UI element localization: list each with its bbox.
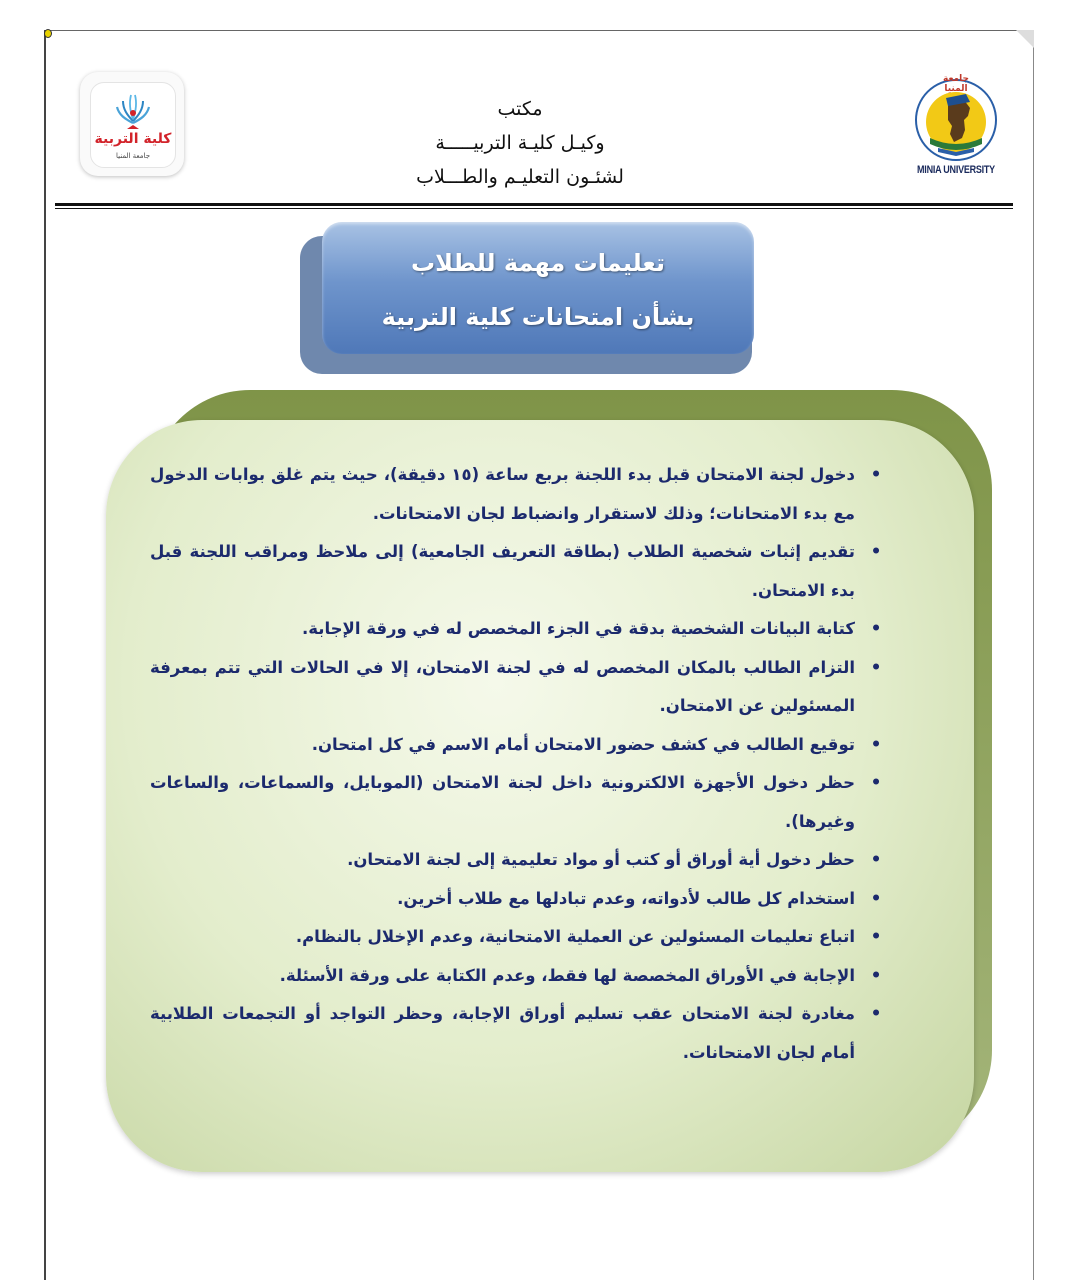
list-item: • استخدام كل طالب لأدواته، وعدم تبادلها مع طلاب أخرين. (150, 880, 885, 919)
header-rule-thin (55, 208, 1013, 209)
instructions-list (150, 456, 885, 1072)
list-item: • توقيع الطالب في كشف حضور الامتحان أمام الاسم في كل امتحان. (150, 726, 885, 765)
bullet-icon: • (870, 927, 882, 947)
office-heading (330, 92, 710, 194)
page-corner-fold (1016, 30, 1034, 48)
tree-book-icon (113, 91, 153, 131)
list-item: • حظر دخول أية أوراق أو كتب أو مواد تعليمية إلى لجنة الامتحان. (150, 841, 885, 880)
title-box (322, 222, 754, 354)
bullet-icon: • (870, 1004, 882, 1024)
pin-icon (44, 27, 53, 39)
list-item: • دخول لجنة الامتحان قبل بدء اللجنة بربع ساعة (١٥ دقيقة)، حيث يتم غلق بوابات الدخول مع بدء الامتحانات؛ وذلك لاستقرار وانضباط لجان الامتحانات. (150, 456, 885, 533)
list-item: • اتباع تعليمات المسئولين عن العملية الامتحانية، وعدم الإخلال بالنظام. (150, 918, 885, 957)
office-line-2: وكيـل كليـة التربيـــــة (435, 132, 605, 154)
list-item: • مغادرة لجنة الامتحان عقب تسليم أوراق الإجابة، وحظر التواجد أو التجمعات الطلابية أمام لجان الامتحانات. (150, 995, 885, 1072)
university-name: MINIA UNIVERSITY (917, 164, 995, 176)
list-item: • حظر دخول الأجهزة الالكترونية داخل لجنة الامتحان (الموبايل، والسماعات، والساعات وغيرها). (150, 764, 885, 841)
office-line-1: مكتب (497, 98, 543, 120)
bullet-icon: • (870, 619, 882, 639)
bullet-icon: • (870, 542, 882, 562)
bullet-icon: • (870, 888, 882, 909)
faculty-name: كلية التربية (94, 131, 172, 147)
faculty-subtitle: جامعة المنيا (115, 152, 151, 160)
list-item: • كتابة البيانات الشخصية بدقة في الجزء المخصص له في ورقة الإجابة. (150, 610, 885, 649)
title-line-1: تعليمات مهمة للطلاب (411, 249, 665, 277)
list-item: • الإجابة في الأوراق المخصصة لها فقط، وعدم الكتابة على ورقة الأسئلة. (150, 957, 885, 996)
university-name-arabic: جامعة المنيا (943, 74, 969, 94)
title-line-2: بشأن امتحانات كلية التربية (381, 303, 695, 331)
bullet-icon: • (870, 850, 882, 870)
office-line-3: لشئـون التعليـم والطـــلاب (416, 166, 624, 188)
university-logo (908, 72, 1004, 178)
bullet-icon: • (870, 965, 882, 986)
bullet-icon: • (870, 657, 882, 678)
list-item: • التزام الطالب بالمكان المخصص له في لجنة الامتحان، إلا في الحالات التي تتم بمعرفة المسئولين عن الامتحان. (150, 649, 885, 726)
bullet-icon: • (870, 773, 882, 793)
list-item: • تقديم إثبات شخصية الطلاب (بطاقة التعريف الجامعية) إلى ملاحظ ومراقب اللجنة قبل بدء الامتحان. (150, 533, 885, 610)
faculty-logo (80, 72, 184, 176)
bullet-icon: • (870, 734, 882, 755)
header-rule-thick (55, 203, 1013, 206)
bullet-icon: • (870, 465, 882, 485)
